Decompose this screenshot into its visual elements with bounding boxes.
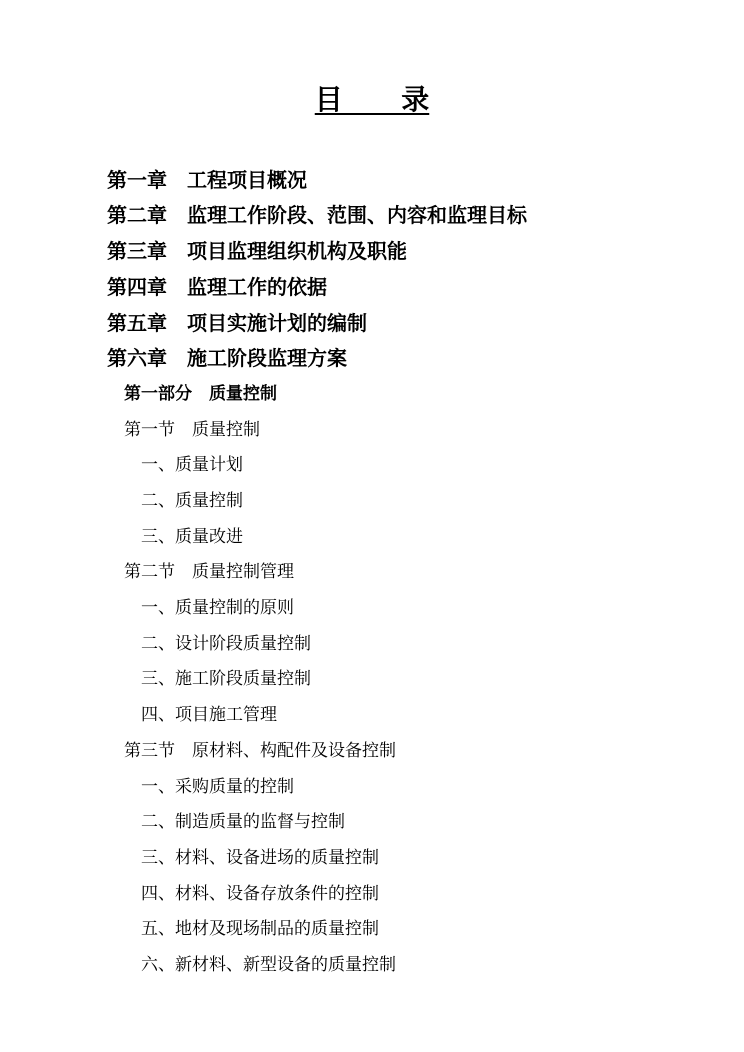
toc-item: 二、设计阶段质量控制 (141, 634, 311, 654)
toc-item: 二、制造质量的监督与控制 (141, 812, 345, 832)
toc-item: 三、材料、设备进场的质量控制 (141, 848, 379, 868)
toc-chapter-5: 第五章 项目实施计划的编制 (107, 311, 367, 335)
toc-item: 一、采购质量的控制 (141, 777, 294, 797)
page-title-text: 目 录 (314, 83, 430, 116)
toc-item: 三、施工阶段质量控制 (141, 669, 311, 689)
toc-chapter-2: 第二章 监理工作阶段、范围、内容和监理目标 (107, 203, 527, 227)
toc-section-1: 第一节 质量控制 (124, 420, 260, 440)
toc-item: 四、项目施工管理 (141, 705, 277, 725)
toc-item: 二、质量控制 (141, 491, 243, 511)
toc-chapter-6: 第六章 施工阶段监理方案 (107, 346, 347, 370)
toc-item: 一、质量控制的原则 (141, 598, 294, 618)
toc-item: 六、新材料、新型设备的质量控制 (141, 955, 396, 975)
toc-item: 一、质量计划 (141, 455, 243, 475)
toc-chapter-4: 第四章 监理工作的依据 (107, 275, 327, 299)
toc-section-3: 第三节 原材料、构配件及设备控制 (124, 741, 396, 761)
toc-chapter-1: 第一章 工程项目概况 (107, 168, 307, 192)
toc-item: 四、材料、设备存放条件的控制 (141, 884, 379, 904)
toc-chapter-3: 第三章 项目监理组织机构及职能 (107, 239, 407, 263)
toc-item: 五、地材及现场制品的质量控制 (141, 919, 379, 939)
toc-item: 三、质量改进 (141, 527, 243, 547)
toc-section-2: 第二节 质量控制管理 (124, 562, 294, 582)
toc-part-1: 第一部分 质量控制 (124, 384, 277, 404)
